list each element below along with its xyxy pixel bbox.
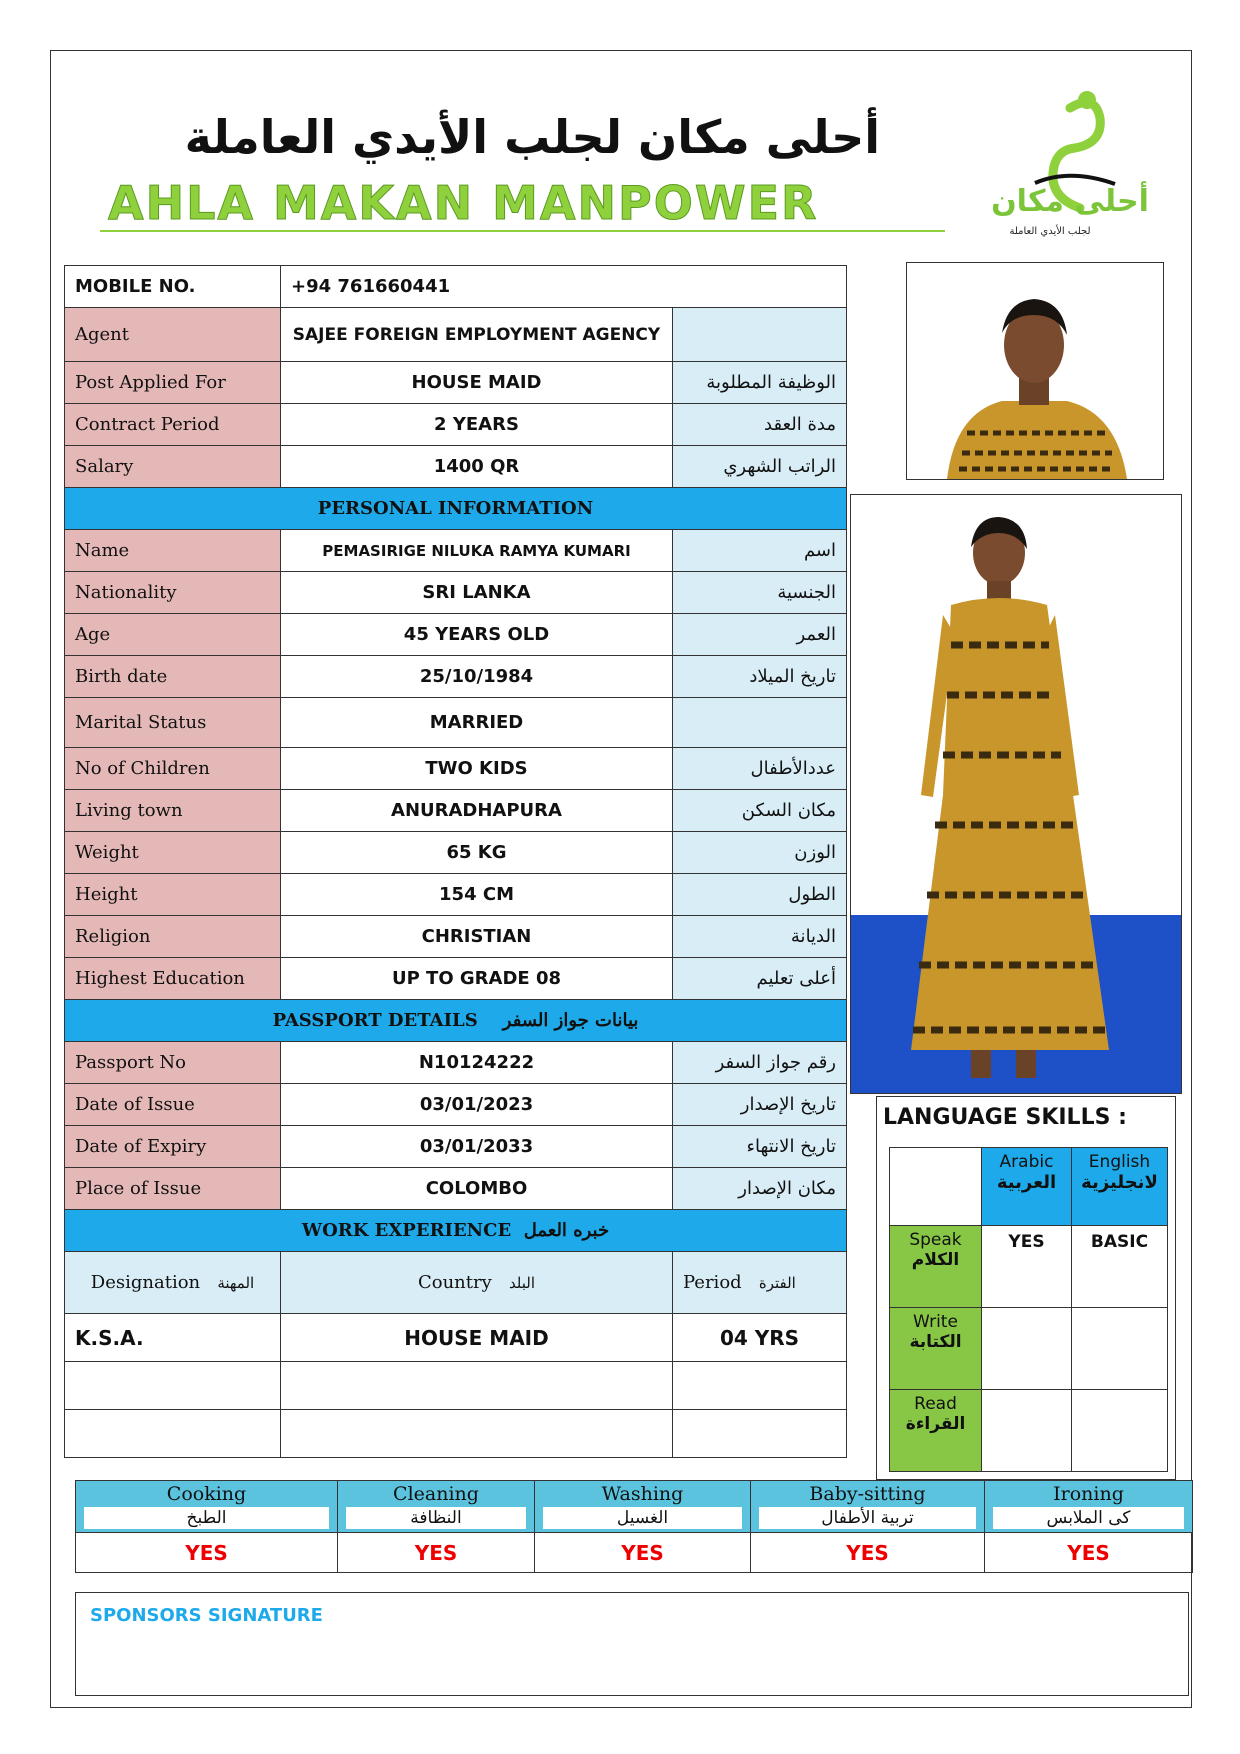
skill-value: YES bbox=[535, 1533, 751, 1573]
info-row bbox=[65, 874, 847, 916]
logo-arabic-text: أحلى مكان bbox=[991, 184, 1149, 219]
skill-label-en: Speak bbox=[909, 1230, 962, 1250]
field-label: Name bbox=[65, 530, 281, 572]
language-corner-cell bbox=[890, 1148, 982, 1226]
skill-name-en: Cooking bbox=[166, 1483, 247, 1505]
skill-label-en: Write bbox=[913, 1312, 958, 1332]
arabic-company-title: أحلى مكان لجلب الأيدي العاملة bbox=[184, 110, 880, 164]
candidate-info-table bbox=[64, 265, 847, 1458]
field-value: 03/01/2033 bbox=[281, 1126, 673, 1168]
field-value: 45 YEARS OLD bbox=[281, 614, 673, 656]
work-cell bbox=[281, 1410, 673, 1458]
full-body-photo bbox=[850, 494, 1182, 1094]
passport-header-ar: بيانات جواز السفر bbox=[502, 1010, 639, 1031]
skill-name-en: Cleaning bbox=[393, 1483, 479, 1505]
field-arabic-label: اسم bbox=[673, 530, 847, 572]
language-value bbox=[1072, 1390, 1168, 1472]
language-skills-table bbox=[889, 1147, 1168, 1472]
company-logo-icon bbox=[975, 88, 1155, 248]
language-row bbox=[890, 1390, 1168, 1472]
portrait-photo-image bbox=[907, 263, 1163, 479]
work-columns-row bbox=[65, 1252, 847, 1314]
mobile-value: +94 761660441 bbox=[281, 266, 847, 308]
info-row bbox=[65, 362, 847, 404]
field-arabic-label: رقم جواز السفر bbox=[673, 1042, 847, 1084]
language-value: BASIC bbox=[1072, 1226, 1168, 1308]
designation-column-header bbox=[65, 1252, 281, 1314]
info-row bbox=[65, 446, 847, 488]
work-cell: HOUSE MAID bbox=[281, 1314, 673, 1362]
field-label: No of Children bbox=[65, 748, 281, 790]
info-row bbox=[65, 614, 847, 656]
field-value: TWO KIDS bbox=[281, 748, 673, 790]
personal-info-header: PERSONAL INFORMATION bbox=[65, 488, 847, 530]
field-arabic-label: الطول bbox=[673, 874, 847, 916]
field-value: 154 CM bbox=[281, 874, 673, 916]
info-row bbox=[65, 832, 847, 874]
info-row bbox=[65, 656, 847, 698]
field-label: Salary bbox=[65, 446, 281, 488]
info-row bbox=[65, 958, 847, 1000]
field-label: Religion bbox=[65, 916, 281, 958]
field-label: Nationality bbox=[65, 572, 281, 614]
section-header-row bbox=[65, 488, 847, 530]
field-label: Living town bbox=[65, 790, 281, 832]
language-value bbox=[982, 1390, 1072, 1472]
country-column-header bbox=[281, 1252, 673, 1314]
arabic-column-header bbox=[982, 1148, 1072, 1226]
field-value: COLOMBO bbox=[281, 1168, 673, 1210]
skill-name-en: Baby-sitting bbox=[809, 1483, 926, 1505]
skills-header-row bbox=[76, 1481, 1193, 1533]
skill-name-ar: الطبخ bbox=[84, 1507, 329, 1529]
field-arabic-label: أعلى تعليم bbox=[673, 958, 847, 1000]
field-value: ANURADHAPURA bbox=[281, 790, 673, 832]
work-header-ar: خبره العمل bbox=[523, 1220, 610, 1241]
field-label: Height bbox=[65, 874, 281, 916]
language-name-en: Arabic bbox=[999, 1152, 1054, 1172]
skill-label-ar: الكتابة bbox=[909, 1332, 962, 1352]
sponsor-signature-box[interactable] bbox=[75, 1592, 1189, 1696]
field-arabic-label: عددالأطفال bbox=[673, 748, 847, 790]
work-cell: 04 YRS bbox=[673, 1314, 847, 1362]
field-label: Weight bbox=[65, 832, 281, 874]
sponsor-signature-label: SPONSORS SIGNATURE bbox=[90, 1605, 323, 1626]
field-arabic-label: تاريخ الميلاد bbox=[673, 656, 847, 698]
field-label: Contract Period bbox=[65, 404, 281, 446]
cleaning-header bbox=[338, 1481, 535, 1533]
english-column-header bbox=[1072, 1148, 1168, 1226]
english-company-title: AHLA MAKAN MANPOWER bbox=[108, 176, 819, 230]
field-value: 1400 QR bbox=[281, 446, 673, 488]
logo-subtitle: لجلب الأيدي العاملة bbox=[1009, 226, 1091, 237]
skill-name-ar: النظافة bbox=[346, 1507, 526, 1529]
skill-value: YES bbox=[338, 1533, 535, 1573]
read-label bbox=[890, 1390, 982, 1472]
field-arabic-label: مدة العقد bbox=[673, 404, 847, 446]
baby-sitting-header bbox=[751, 1481, 985, 1533]
work-cell bbox=[65, 1410, 281, 1458]
work-row bbox=[65, 1362, 847, 1410]
field-label: Agent bbox=[65, 308, 281, 362]
section-header-row bbox=[65, 1210, 847, 1252]
field-value: 25/10/1984 bbox=[281, 656, 673, 698]
field-label: Age bbox=[65, 614, 281, 656]
washing-header bbox=[535, 1481, 751, 1533]
field-label: Birth date bbox=[65, 656, 281, 698]
skill-name-ar: تربية الأطفال bbox=[759, 1507, 976, 1529]
language-value bbox=[982, 1308, 1072, 1390]
language-skills-title: LANGUAGE SKILLS : bbox=[883, 1105, 1127, 1130]
field-label: Place of Issue bbox=[65, 1168, 281, 1210]
field-value: MARRIED bbox=[281, 698, 673, 748]
info-row bbox=[65, 790, 847, 832]
info-row bbox=[65, 1126, 847, 1168]
info-row bbox=[65, 404, 847, 446]
field-arabic-label: مكان السكن bbox=[673, 790, 847, 832]
field-value: 03/01/2023 bbox=[281, 1084, 673, 1126]
field-value: SAJEE FOREIGN EMPLOYMENT AGENCY bbox=[281, 308, 673, 362]
cooking-header bbox=[76, 1481, 338, 1533]
language-row bbox=[890, 1308, 1168, 1390]
work-cell bbox=[673, 1410, 847, 1458]
mobile-label: MOBILE NO. bbox=[65, 266, 281, 308]
work-header-en: WORK EXPERIENCE bbox=[301, 1220, 512, 1241]
speak-label bbox=[890, 1226, 982, 1308]
work-cell bbox=[673, 1362, 847, 1410]
mobile-row bbox=[65, 266, 847, 308]
language-value bbox=[1072, 1308, 1168, 1390]
agent-row bbox=[65, 308, 847, 362]
language-skills-box bbox=[876, 1096, 1176, 1480]
skill-value: YES bbox=[985, 1533, 1193, 1573]
field-arabic-label: تاريخ الانتهاء bbox=[673, 1126, 847, 1168]
field-arabic-label: مكان الإصدار bbox=[673, 1168, 847, 1210]
field-value: 65 KG bbox=[281, 832, 673, 874]
field-arabic-label: الوزن bbox=[673, 832, 847, 874]
skill-name-ar: کی الملابس bbox=[993, 1507, 1184, 1529]
field-arabic-label: تاريخ الإصدار bbox=[673, 1084, 847, 1126]
field-arabic-label: الديانة bbox=[673, 916, 847, 958]
info-row bbox=[65, 1168, 847, 1210]
header-divider bbox=[100, 230, 945, 232]
skill-name-ar: الغسيل bbox=[543, 1507, 742, 1529]
field-label: Post Applied For bbox=[65, 362, 281, 404]
field-arabic-label bbox=[673, 308, 847, 362]
skill-name-en: Ironing bbox=[1053, 1483, 1124, 1505]
field-value: PEMASIRIGE NILUKA RAMYA KUMARI bbox=[281, 530, 673, 572]
info-row bbox=[65, 1042, 847, 1084]
skill-value: YES bbox=[751, 1533, 985, 1573]
field-value: 2 YEARS bbox=[281, 404, 673, 446]
ironing-header bbox=[985, 1481, 1193, 1533]
field-label: Date of Expiry bbox=[65, 1126, 281, 1168]
field-arabic-label: الجنسية bbox=[673, 572, 847, 614]
column-label-ar: البلد bbox=[508, 1274, 536, 1292]
info-row bbox=[65, 698, 847, 748]
work-experience-header bbox=[65, 1210, 847, 1252]
language-name-ar: لانجليزية bbox=[1081, 1172, 1158, 1193]
field-value: HOUSE MAID bbox=[281, 362, 673, 404]
field-arabic-label bbox=[673, 698, 847, 748]
language-name-ar: العربية bbox=[996, 1172, 1057, 1193]
field-arabic-label: الوظيفة المطلوبة bbox=[673, 362, 847, 404]
skill-value: YES bbox=[76, 1533, 338, 1573]
passport-details-header bbox=[65, 1000, 847, 1042]
skills-value-row bbox=[76, 1533, 1193, 1573]
work-cell: K.S.A. bbox=[65, 1314, 281, 1362]
info-row bbox=[65, 916, 847, 958]
portrait-photo bbox=[906, 262, 1164, 480]
write-label bbox=[890, 1308, 982, 1390]
skill-label-ar: الكلام bbox=[911, 1250, 960, 1270]
field-arabic-label: الراتب الشهري bbox=[673, 446, 847, 488]
work-cell bbox=[281, 1362, 673, 1410]
work-row bbox=[65, 1410, 847, 1458]
field-value: SRI LANKA bbox=[281, 572, 673, 614]
language-name-en: English bbox=[1088, 1152, 1151, 1172]
household-skills-table bbox=[75, 1480, 1193, 1573]
language-header-row bbox=[890, 1148, 1168, 1226]
field-value: N10124222 bbox=[281, 1042, 673, 1084]
passport-header-en: PASSPORT DETAILS bbox=[272, 1010, 478, 1031]
skill-label-ar: القراءة bbox=[905, 1414, 966, 1434]
field-value: UP TO GRADE 08 bbox=[281, 958, 673, 1000]
field-label: Highest Education bbox=[65, 958, 281, 1000]
info-row bbox=[65, 1084, 847, 1126]
column-label-en: Period bbox=[683, 1272, 742, 1293]
work-cell bbox=[65, 1362, 281, 1410]
field-value: CHRISTIAN bbox=[281, 916, 673, 958]
info-row bbox=[65, 572, 847, 614]
full-body-photo-image bbox=[851, 495, 1181, 1093]
skill-label-en: Read bbox=[914, 1394, 957, 1414]
work-row bbox=[65, 1314, 847, 1362]
language-row bbox=[890, 1226, 1168, 1308]
language-value: YES bbox=[982, 1226, 1072, 1308]
period-column-header bbox=[673, 1252, 847, 1314]
column-label-en: Country bbox=[417, 1272, 492, 1293]
field-label: Marital Status bbox=[65, 698, 281, 748]
info-row bbox=[65, 530, 847, 572]
field-label: Date of Issue bbox=[65, 1084, 281, 1126]
field-label: Passport No bbox=[65, 1042, 281, 1084]
column-label-ar: المهنة bbox=[217, 1274, 255, 1292]
section-header-row bbox=[65, 1000, 847, 1042]
info-row bbox=[65, 748, 847, 790]
column-label-ar: الفترة bbox=[758, 1274, 796, 1292]
column-label-en: Designation bbox=[90, 1272, 201, 1293]
skill-name-en: Washing bbox=[601, 1483, 684, 1505]
field-arabic-label: العمر bbox=[673, 614, 847, 656]
